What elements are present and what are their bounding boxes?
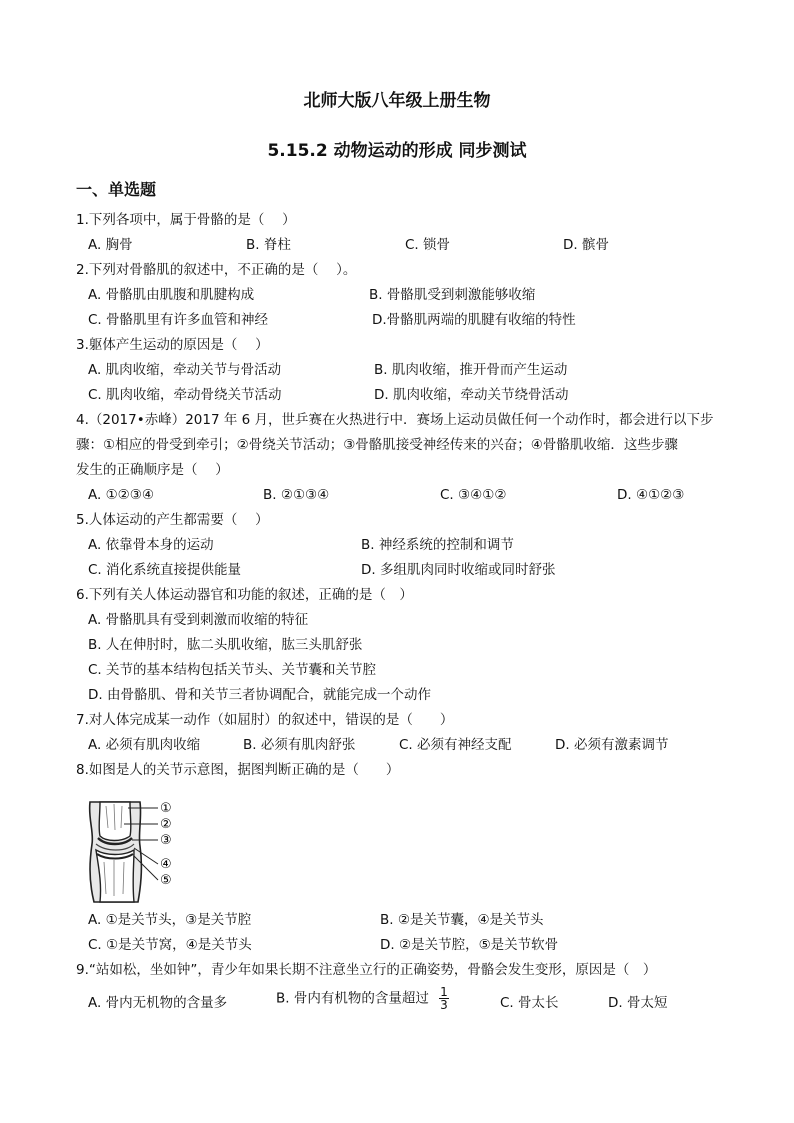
question-1-option-d: D. 髌骨 xyxy=(563,237,609,253)
question-4-option-c: C. ③④①② xyxy=(440,487,507,503)
question-9-option-b xyxy=(276,986,449,1011)
question-9-stem: 9.“站如松，坐如钟”，青少年如果长期不注意坐立行的正确姿势，骨骼会发生变形，原因是（ ） xyxy=(76,962,657,978)
figure-label-1: ① xyxy=(160,801,172,816)
question-4-option-b: B. ②①③④ xyxy=(263,487,330,503)
question-2-option-c: C. 骨骼肌里有许多血管和神经 xyxy=(88,312,269,328)
question-5-stem: 5.人体运动的产生都需要（ ） xyxy=(76,512,269,528)
figure-label-3: ③ xyxy=(160,833,172,848)
fraction-numerator: 1 xyxy=(440,985,448,999)
question-8-option-a: A. ①是关节头，③是关节腔 xyxy=(88,912,252,928)
question-5-option-a: A. 依靠骨本身的运动 xyxy=(88,537,214,553)
question-6-option-a: A. 骨骼肌具有受到刺激而收缩的特征 xyxy=(88,612,309,628)
joint-diagram xyxy=(84,798,184,904)
question-2-option-a: A. 骨骼肌由肌腹和肌腱构成 xyxy=(88,287,255,303)
question-8-option-d: D. ②是关节腔，⑤是关节软骨 xyxy=(380,937,559,953)
question-3-option-a: A. 肌肉收缩，牵动关节与骨活动 xyxy=(88,362,282,378)
question-7-option-b: B. 必须有肌肉舒张 xyxy=(243,737,356,753)
question-6-option-d: D. 由骨骼肌、骨和关节三者协调配合，就能完成一个动作 xyxy=(88,687,431,703)
question-9-option-b-text: B. 骨内有机物的含量超过 xyxy=(276,990,429,1007)
question-8-stem: 8.如图是人的关节示意图，据图判断正确的是（ ） xyxy=(76,762,400,778)
question-1-stem: 1.下列各项中，属于骨骼的是（ ） xyxy=(76,212,296,228)
question-4-stem-line-1: 4.（2017•赤峰）2017 年 6 月，世乒赛在火热进行中．赛场上运动员做任何一个动作时，都会进行以下步 xyxy=(76,412,714,428)
question-3-stem: 3.躯体产生运动的原因是（ ） xyxy=(76,337,269,353)
question-4-option-a: A. ①②③④ xyxy=(88,487,154,503)
question-6-option-c: C. 关节的基本结构包括关节头、关节囊和关节腔 xyxy=(88,662,377,678)
question-1-option-c: C. 锁骨 xyxy=(405,237,451,253)
figure-label-5: ⑤ xyxy=(160,873,172,888)
question-1-option-b: B. 脊柱 xyxy=(246,237,291,253)
question-3-option-d: D. 肌肉收缩，牵动关节绕骨活动 xyxy=(374,387,569,403)
figure-label-2: ② xyxy=(160,817,172,832)
question-2-stem: 2.下列对骨骼肌的叙述中，不正确的是（ ）。 xyxy=(76,262,357,278)
question-5-option-c: C. 消化系统直接提供能量 xyxy=(88,562,242,578)
question-9-option-c: C. 骨太长 xyxy=(500,995,559,1011)
question-5-option-d: D. 多组肌肉同时收缩或同时舒张 xyxy=(361,562,556,578)
question-5-option-b: B. 神经系统的控制和调节 xyxy=(361,537,514,553)
question-3-option-c: C. 肌肉收缩，牵动骨绕关节活动 xyxy=(88,387,282,403)
document-title: 北师大版八年级上册生物 xyxy=(303,91,491,111)
document-subtitle: 5.15.2 动物运动的形成 同步测试 xyxy=(267,141,527,161)
question-7-option-c: C. 必须有神经支配 xyxy=(399,737,512,753)
section-heading: 一、单选题 xyxy=(76,180,157,199)
question-9-option-a: A. 骨内无机物的含量多 xyxy=(88,995,228,1011)
figure-label-4: ④ xyxy=(160,857,172,872)
question-9-option-d: D. 骨太短 xyxy=(608,995,668,1011)
question-7-option-a: A. 必须有肌肉收缩 xyxy=(88,737,201,753)
question-3-option-b: B. 肌肉收缩，推开骨而产生运动 xyxy=(374,362,568,378)
fraction-one-third xyxy=(439,986,449,1011)
question-6-option-b: B. 人在伸肘时，肱二头肌收缩，肱三头肌舒张 xyxy=(88,637,363,653)
question-6-stem: 6.下列有关人体运动器官和功能的叙述，正确的是（ ） xyxy=(76,587,413,603)
question-8-option-c: C. ①是关节窝，④是关节头 xyxy=(88,937,252,953)
question-8-option-b: B. ②是关节囊，④是关节头 xyxy=(380,912,544,928)
fraction-denominator: 3 xyxy=(440,998,448,1012)
question-4-stem-line-2: 骤：①相应的骨受到牵引；②骨绕关节活动；③骨骼肌接受神经传来的兴奋；④骨骼肌收缩．这些步骤 xyxy=(76,437,678,453)
question-1-option-a: A. 胸骨 xyxy=(88,237,133,253)
question-7-stem: 7.对人体完成某一动作（如屈肘）的叙述中，错误的是（ ） xyxy=(76,712,454,728)
question-4-option-d: D. ④①②③ xyxy=(617,487,685,503)
question-2-option-b: B. 骨骼肌受到刺激能够收缩 xyxy=(369,287,536,303)
question-7-option-d: D. 必须有激素调节 xyxy=(555,737,669,753)
question-4-stem-line-3: 发生的正确顺序是（ ） xyxy=(76,462,229,478)
question-2-option-d: D.骨骼肌两端的肌腱有收缩的特性 xyxy=(372,312,576,328)
